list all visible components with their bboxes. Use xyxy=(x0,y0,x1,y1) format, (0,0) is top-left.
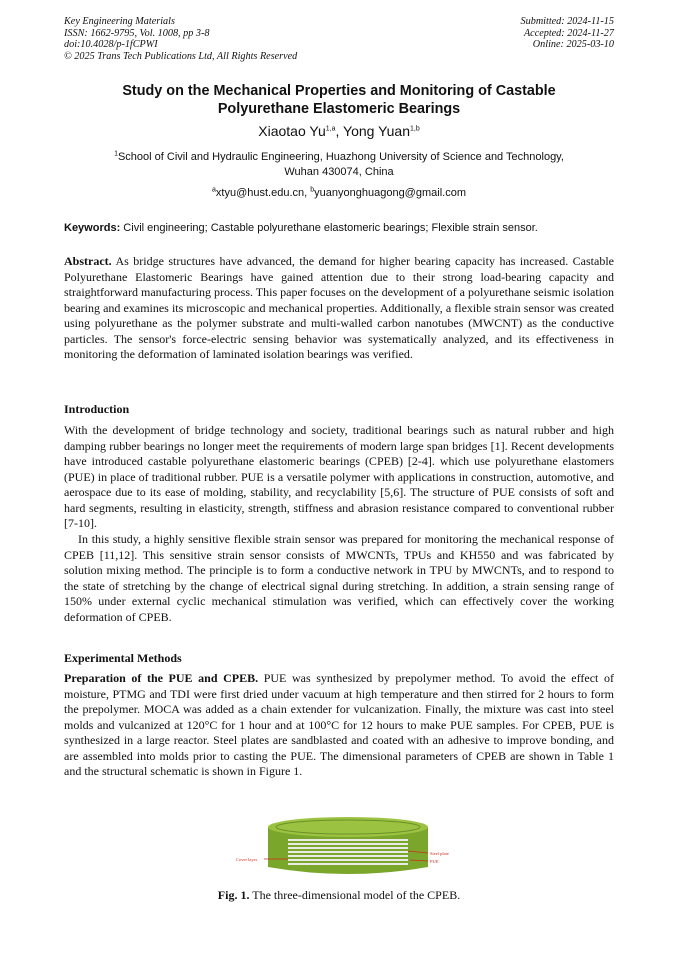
journal-header-right xyxy=(521,16,614,51)
abstract xyxy=(64,254,614,363)
title-line-1: Study on the Mechanical Properties and Monitoring of Castable xyxy=(122,83,556,99)
steel-plate-layer xyxy=(288,847,408,849)
steel-plate-layer xyxy=(288,851,408,853)
cover-layer-label: Cover layer xyxy=(236,857,258,862)
methods-label: Preparation of the PUE and CPEB. xyxy=(64,671,259,685)
title-line-2: Polyurethane Elastomeric Bearings xyxy=(217,101,461,117)
cpeb-figure xyxy=(228,815,466,879)
steel-plate-layer xyxy=(288,863,408,865)
introduction-paragraph-1: With the development of bridge technology and society, traditional bearings such as natural rubber and high damping rubber bearings no longer meet the requirements of modern large span bridges [1]. Recent developments have introduced castable polyurethane elastomeric bearings (CPEB) [2-4]. which use polyurethane elastomers (PUE) in place of traditional rubber. PUE is a versatile polymer with applications in construction, automotive, and aerospace due to its ease of molding, stability, and recyclability [5,6]. The structure of PUE consists of soft and hard segments, resulting in elasticity, strength, stiffness and abrasion resistance compared to conventional rubber [7-10]. xyxy=(64,423,614,531)
author-sep: , xyxy=(335,123,344,139)
cpeb-body xyxy=(268,817,428,874)
affiliation-sup: 1 xyxy=(114,150,118,158)
abstract-label: Abstract. xyxy=(64,254,112,268)
author-2: Yong Yuan xyxy=(343,123,410,139)
author-emails xyxy=(0,187,678,199)
affiliation xyxy=(70,150,608,179)
email-b-sup: b xyxy=(310,186,315,194)
author-1-sup: 1,a xyxy=(325,125,336,133)
steel-plate-label: Steel plate xyxy=(430,851,449,856)
steel-plate-layer xyxy=(288,859,408,861)
keywords-label: Keywords: xyxy=(64,222,121,234)
accepted-date: Accepted: 2024-11-27 xyxy=(523,27,614,39)
copyright: © 2025 Trans Tech Publications Ltd, All Rights Reserved xyxy=(64,50,298,62)
caption-label: Fig. 1. xyxy=(217,888,250,902)
affiliation-line-1: School of Civil and Hydraulic Engineering, Huazhong University of Science and Technology, xyxy=(117,151,564,163)
keywords xyxy=(64,222,614,234)
steel-plate-layer xyxy=(288,839,408,841)
author-1: Xiaotao Yu xyxy=(258,123,326,139)
figure-caption xyxy=(0,888,678,903)
caption-text: The three-dimensional model of the CPEB. xyxy=(249,888,461,902)
introduction-heading: Introduction xyxy=(64,402,130,416)
authors xyxy=(0,123,678,139)
issn: ISSN: 1662-9795, Vol. 1008, pp 3-8 xyxy=(64,27,210,39)
journal-header-left xyxy=(64,16,297,62)
email-a-sup: a xyxy=(212,186,216,194)
keywords-text: Civil engineering; Castable polyurethane elastomeric bearings; Flexible strain sensor. xyxy=(120,222,538,234)
steel-plate-layer xyxy=(288,843,408,845)
affiliation-line-2: Wuhan 430074, China xyxy=(284,165,394,178)
author-2-sup: 1,b xyxy=(410,125,420,133)
methods-paragraph xyxy=(64,671,614,780)
submitted-date: Submitted: 2024-11-15 xyxy=(520,16,614,27)
journal-name: Key Engineering Materials xyxy=(64,16,175,27)
abstract-text: As bridge structures have advanced, the demand for higher bearing capacity has increased. Castable Polyurethane Elastomeric Bearings have gained attention due to their strong load-bearing capacity and straightforward manufacturing process. This paper focuses on the development of a polyurethane seismic isolation bearing and examines its microscopic and mechanical properties. Additionally, a flexible strain sensor was created using polyurethane as the polymer substrate and multi-walled carbon nanotubes (MWCNT) as the conductive particles. The sensor's force-electric sensing behavior was systematically analyzed, and its effectiveness in monitoring the deformation of laminated isolation bearings was verified. xyxy=(64,254,614,362)
methods-heading: Experimental Methods xyxy=(64,651,182,665)
introduction-paragraph-2: In this study, a highly sensitive flexible strain sensor was prepared for monitoring the mechanical response of CPEB [11,12]. This sensitive strain sensor consists of MWCNTs, TPUs and KH550 and was fabricated by solution mixing method. The principle is to form a conductive network in TPU by MWCNTs, and to respond to the state of stretching by the change of electrical signal during stretching. In addition, a strain sensing range of 150% under external cyclic mechanical stimulation was verified, which can effectively cover the working deformation of CPEB. xyxy=(64,532,614,624)
paper-title xyxy=(0,82,678,118)
steel-plate-layer xyxy=(288,855,408,857)
doi: doi:10.4028/p-1fCPWI xyxy=(64,39,158,51)
methods-text: PUE was synthesized by prepolymer method. To avoid the effect of moisture, PTMG and TDI were first dried under vacuum at high temperature and then stirred for 2 hours to form the prepolymer. MOCA was added as a chain extender for vulcanization. Finally, the mixture was cast into steel molds and vulcanized at 120°C for 1 hour and at 100°C for 12 hours to make PUE samples. For CPEB, PUE is synthesized in a large reactor. Steel plates are sandblasted and coated with an adhesive to improve bonding, and are assembled into molds prior to casting the PUE. The dimensional parameters of CPEB are shown in Table 1 and the structural schematic is shown in Figure 1. xyxy=(64,671,614,779)
email-a: xtyu@hust.edu.cn, xyxy=(215,187,311,199)
email-b: yuanyonghuagong@gmail.com xyxy=(314,187,466,199)
online-date: Online: 2025-03-10 xyxy=(532,39,614,51)
pue-label: PUE xyxy=(430,859,439,864)
